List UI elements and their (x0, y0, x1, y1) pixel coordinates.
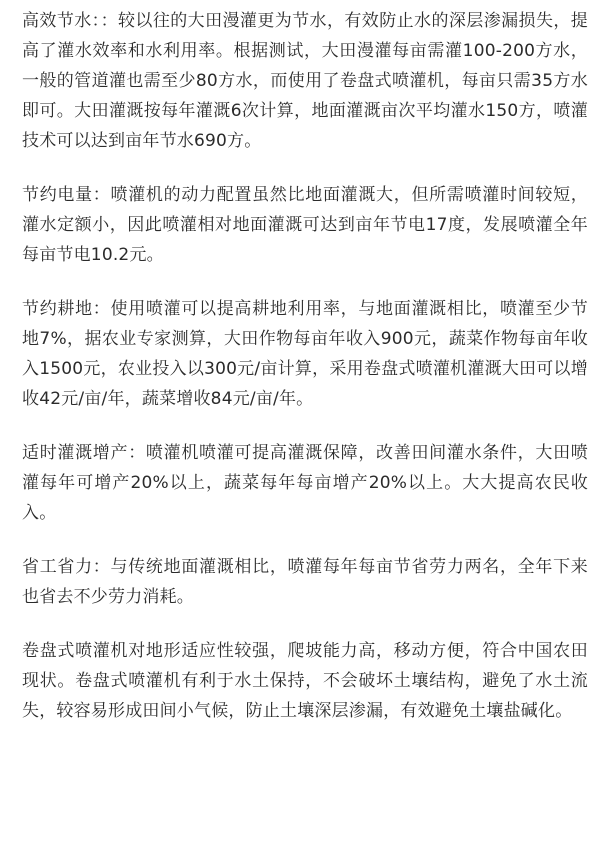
paragraph-terrain-adaptability: 卷盘式喷灌机对地形适应性较强，爬坡能力高，移动方便，符合中国农田现状。卷盘式喷灌机有利于水土保持，不会破坏土壤结构，避免了水土流失，较容易形成田间小气候，防止土壤深层渗漏，有效避免土壤盐碱化。 (22, 641, 588, 721)
article-body (22, 6, 588, 726)
paragraph-power-saving: 节约电量：喷灌机的动力配置虽然比地面灌溉大，但所需喷灌时间较短，灌水定额小，因此喷灌相对地面灌溉可达到亩年节电17度，发展喷灌全年每亩节电10.2元。 (22, 185, 588, 265)
paragraph-labor-saving: 省工省力：与传统地面灌溉相比，喷灌每年每亩节省劳力两名，全年下来也省去不少劳力消耗。 (22, 557, 588, 607)
paragraph-yield-increase: 适时灌溉增产：喷灌机喷灌可提高灌溉保障，改善田间灌水条件，大田喷灌每年可增产20%以上，蔬菜每年每亩增产20%以上。大大提高农民收入。 (22, 443, 588, 523)
paragraph-water-saving: 高效节水：：较以往的大田漫灌更为节水，有效防止水的深层渗漏损失，提高了灌水效率和水利用率。根据测试，大田漫灌每亩需灌100-200方水，一般的管道灌也需至少80方水，而使用了卷盘式喷灌机，每亩只需35方水即可。大田灌溉按每年灌溉6次计算，地面灌溉亩次平均灌水150方，喷灌技术可以达到亩年节水690方。 (22, 11, 588, 151)
paragraph-land-saving: 节约耕地：使用喷灌可以提高耕地利用率，与地面灌溉相比，喷灌至少节地7%，据农业专家测算，大田作物每亩年收入900元，蔬菜作物每亩年收入1500元，农业投入以300元/亩计算，采用卷盘式喷灌机灌溉大田可以增收42元/亩/年，蔬菜增收84元/亩/年。 (22, 299, 588, 409)
